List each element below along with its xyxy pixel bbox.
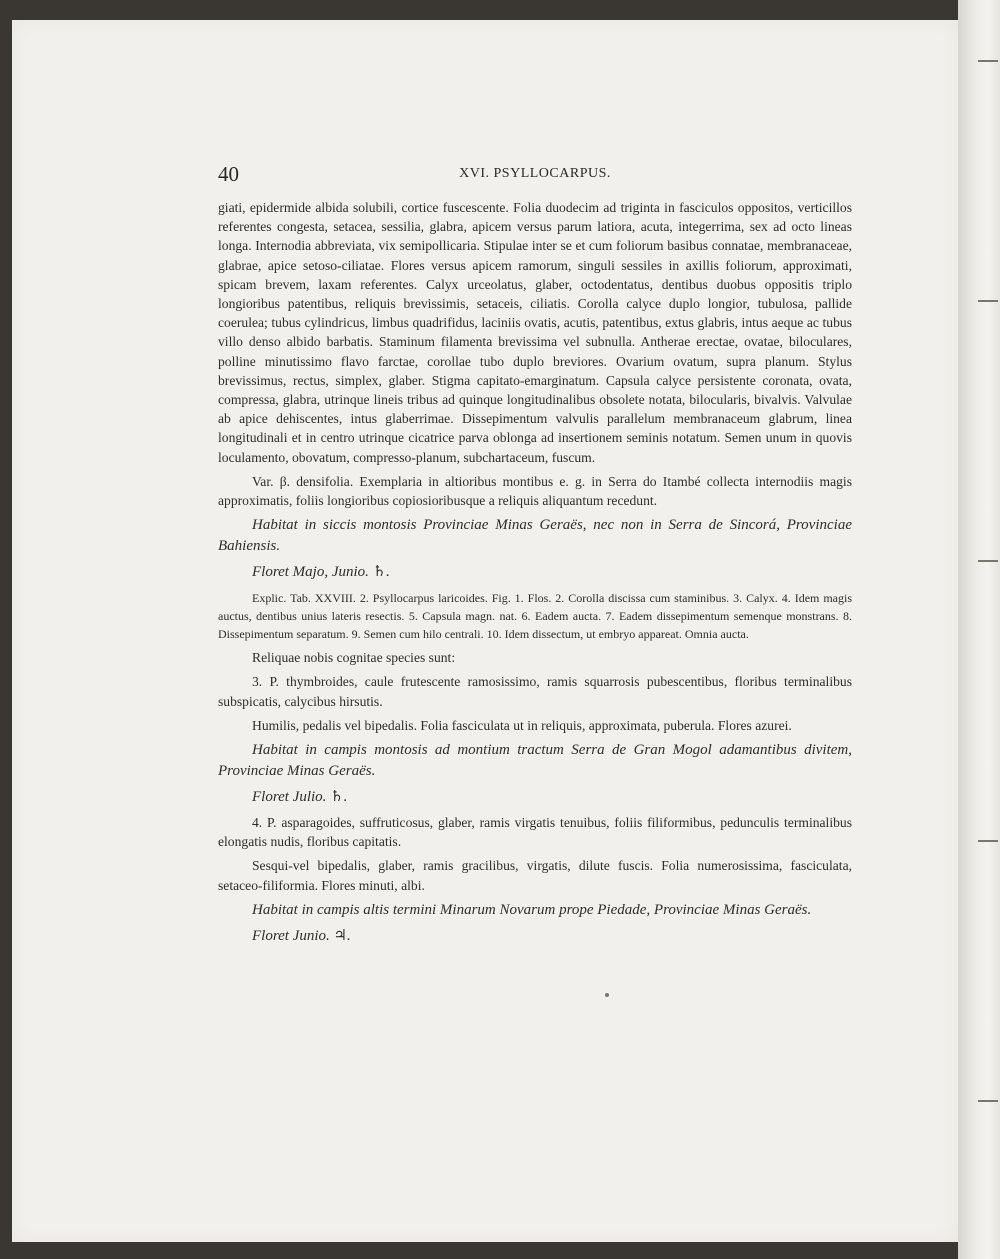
asparagoides-description: Sesqui-vel bipedalis, glaber, ramis gracilibus, virgatis, dilute fuscis. Folia numerosissima, fasciculata, setaceo-filiformia. Flores minuti, albi. xyxy=(218,858,852,893)
ink-speck xyxy=(605,993,609,997)
asparagoides-flowering: Floret Junio. ♃. xyxy=(252,927,351,944)
running-title: XVI. PSYLLOCARPUS. xyxy=(459,166,611,181)
variety-paragraph: Var. β. densifolia. Exemplaria in altioribus montibus e. g. in Serra do Itambé collecta internodiis magis approximatis, foliis longioribus copiosioribusque a reliquis aliquantum recedunt. xyxy=(218,473,852,509)
thymbroides-flowering: Floret Julio. ♄. xyxy=(252,789,348,806)
other-species-heading: Reliquae nobis cognitae species sunt: xyxy=(252,650,456,666)
habitat-line: Habitat in siccis montosis Provinciae Minas Geraës, nec non in Serra de Sincorá, Provinciae Bahiensis. xyxy=(218,517,852,555)
flowering-line: Floret Majo, Junio. ♄. xyxy=(252,564,390,581)
thymbroides-habitat: Habitat in campis montosis ad montium tractum Serra de Gran Mogol adamantibus divitem, Provinciae Minas Geraës. xyxy=(218,742,852,780)
asparagoides-habitat: Habitat in campis altis termini Minarum Novarum prope Piedade, Provinciae Minas Geraës. xyxy=(252,901,812,918)
species-thymbroides: 3. P. thymbroides, caule frutescente ramosissimo, ramis squarrosis pubescentibus, floribus terminalibus subspicatis, calycibus hirsutis. xyxy=(218,674,852,709)
species-asparagoides: 4. P. asparagoides, suffruticosus, glaber, ramis virgatis tenuibus, foliis filiformibus, pedunculis terminalibus elongatis nudis, floribus capitatis. xyxy=(218,815,852,850)
page-number: 40 xyxy=(218,162,239,186)
body-text xyxy=(218,198,852,947)
plate-explanation: Explic. Tab. XXVIII. 2. Psyllocarpus laricoides. Fig. 1. Flos. 2. Corolla discissa cum staminibus. 3. Calyx. 4. Idem magis auctus, dentibus unius lateris resectis. 5. Capsula magn. nat. 6. Eadem aucta. 7. Eadem dissepimentum semenque monstrans. 8. Dissepimentum separatum. 9. Semen cum hilo centrali. 10. Idem dissectum, ut embryo appareat. Omnia aucta. xyxy=(218,591,852,642)
page-header xyxy=(218,162,852,188)
thymbroides-description: Humilis, pedalis vel bipedalis. Folia fasciculata ut in reliquis, approximata, puberula. Flores azurei. xyxy=(252,717,792,733)
description-paragraph: giati, epidermide albida solubili, cortice fuscescente. Folia duodecim ad triginta in fasciculos oppositos, verticillos referentes congesta, setacea, sessilia, glabra, apicem versus parum latiora, acuta, integerrima, sex ad octo lineas longa. Internodia abbreviata, vix semipollicaria. Stipulae inter se et cum foliorum basibus connatae, membranaceae, glabrae, apice setoso-ciliatae. Flores versus apicem ramorum, singuli sessiles in axillis foliorum, approximati, spicam brevem, laxam referentes. Calyx urceolatus, glaber, octodentatus, dentibus duobus oppositis triplo longioribus patentibus, reliquis brevissimis, setaceis, ciliatis. Corolla calyce duplo longior, tubulosa, pallide coerulea; tubus cylindricus, limbus quadrifidus, laciniis ovatis, acutis, patentibus, extus glabris, intus aeque ac tubus villo denso albido barbatis. Staminum filamenta brevissima vel subnulla. Antherae erectae, ovatae, biloculares, polline minutissimo flavo farctae, corollae tubo duplo breviores. Ovarium ovatum, supra planum. Stylus brevissimus, rectus, simplex, glaber. Stigma capitato-emarginatum. Capsula calyce persistente coronata, ovata, compressa, glabra, utrinque lineis tribus ad quinque longitudinalibus obsolete notata, bilocularis, bivalvis. Valvulae ab apice dehiscentes, intus glaberrimae. Dissepimentum valvulis parallelum membranaceum glabrum, linea longitudinali et in centro utrinque cicatrice parva oblonga ad insertionem seminis notatum. Semen unum in quovis loculamento, obovatum, compresso-planum, subchartaceum, fuscum. xyxy=(218,200,852,465)
scan-margin xyxy=(958,0,1000,1259)
